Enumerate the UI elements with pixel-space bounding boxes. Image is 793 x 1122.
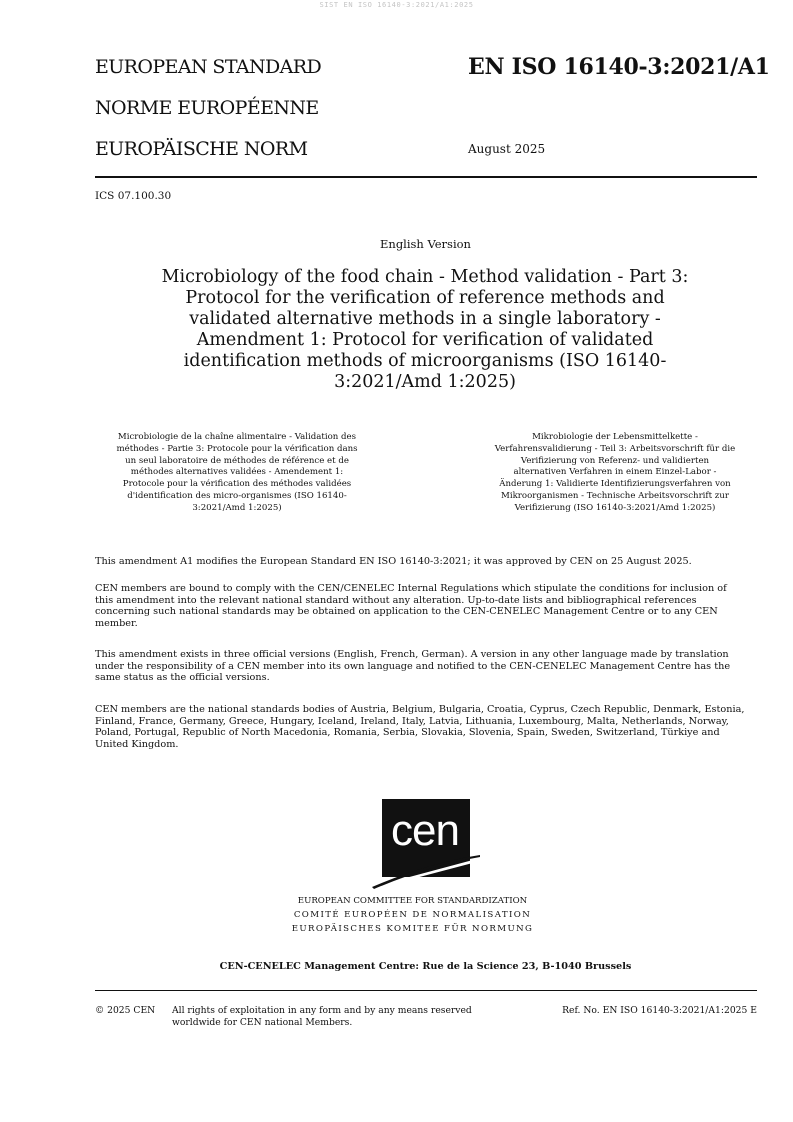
standard-type-de: EUROPÄISCHE NORM — [95, 138, 308, 160]
header-divider — [95, 176, 757, 178]
paragraph-line: under the responsibility of a CEN member into its own language and notified to the CEN-CENELEC Management Centre has the — [95, 660, 731, 672]
footer-divider — [95, 990, 757, 991]
subtitle-line: Verfahrensvalidierung - Teil 3: Arbeitsvorschrift für die — [494, 443, 736, 454]
title-line: Amendment 1: Protocol for verification of validated — [196, 330, 654, 350]
committee-name-en: EUROPEAN COMMITTEE FOR STANDARDIZATION — [297, 896, 528, 906]
standard-type-en: EUROPEAN STANDARD — [95, 56, 322, 78]
paragraph-line: CEN members are bound to comply with the CEN/CENELEC Internal Regulations which stipulate the conditions for inclusion of — [95, 583, 727, 594]
subtitle-line: Mikroorganismen - Technische Arbeitsvorschrift zur — [501, 490, 729, 501]
rights-line: All rights of exploitation in any form and by any means reserved — [172, 1005, 472, 1016]
reference-number: Ref. No. EN ISO 16140-3:2021/A1:2025 E — [562, 1005, 757, 1016]
subtitle-line: méthodes alternatives validées - Amendement 1: — [130, 467, 344, 478]
paragraph-line: This amendment A1 modifies the European Standard EN ISO 16140-3:2021; it was approved by CEN on 25 August 2025. — [95, 556, 692, 567]
subtitle-line: Verifizierung von Referenz- und validierten — [520, 455, 710, 466]
title-line: Protocol for the verification of reference methods and — [185, 288, 665, 308]
subtitle-line: d'identification des micro-organismes (ISO 16140- — [127, 490, 347, 501]
subtitle-line: méthodes - Partie 3: Protocole pour la vérification dans — [116, 443, 358, 454]
paragraph-line: Poland, Portugal, Republic of North Macedonia, Romania, Serbia, Slovakia, Slovenia, Spain, Sweden, Switzerland, Türkiye and — [95, 727, 720, 739]
subtitle-line: Mikrobiologie der Lebensmittelkette - — [532, 432, 698, 442]
standard-type-fr: NORME EUROPÉENNE — [95, 97, 319, 119]
cen-logo — [372, 799, 484, 889]
subtitle-line: un seul laboratoire de méthodes de référence et de — [125, 455, 349, 466]
title-line: 3:2021/Amd 1:2025) — [334, 372, 516, 392]
versions-paragraph — [95, 649, 760, 684]
paragraph-line: same status as the official versions. — [95, 672, 270, 684]
regulations-paragraph — [95, 583, 760, 629]
subtitle-line: Änderung 1: Validierte Identifizierungsverfahren von — [499, 479, 731, 490]
paragraph-line: United Kingdom. — [95, 738, 179, 750]
subtitle-line: 3:2021/Amd 1:2025) — [192, 502, 282, 513]
paragraph-line: this amendment into the relevant national standard without any alteration. Up-to-date lists and bibliographical references — [95, 594, 697, 606]
logo-text: cen — [391, 806, 459, 855]
watermark: SIST EN ISO 16140-3:2021/A1:2025 — [319, 1, 474, 9]
title-line: identification methods of microorganisms (ISO 16140- — [183, 351, 667, 371]
document-id: EN ISO 16140-3:2021/A1 — [468, 54, 770, 80]
paragraph-line: This amendment exists in three official versions (English, French, German). A version in any other language made by translation — [95, 649, 729, 660]
paragraph-line: concerning such national standards may be obtained on application to the CEN-CENELEC Management Centre or to any CEN — [95, 606, 718, 618]
publication-date: August 2025 — [468, 142, 546, 156]
version-label: English Version — [380, 237, 471, 251]
paragraph-line: member. — [95, 617, 138, 629]
rights-statement — [172, 1005, 502, 1029]
management-centre-address: CEN-CENELEC Management Centre: Rue de la Science 23, B-1040 Brussels — [219, 961, 632, 972]
paragraph-line: CEN members are the national standards bodies of Austria, Belgium, Bulgaria, Croatia, Cyprus, Czech Republic, Denmark, Estonia, — [95, 704, 745, 715]
approval-paragraph — [95, 556, 760, 568]
title-line: Microbiology of the food chain - Method validation - Part 3: — [161, 267, 689, 287]
subtitle-line: Verifizierung (ISO 16140-3:2021/Amd 1:2025) — [514, 502, 716, 513]
subtitle-line: Protocole pour la vérification des méthodes validées — [122, 479, 352, 490]
subtitle-line: Microbiologie de la chaîne alimentaire - Validation des — [117, 432, 357, 442]
ics-code: ICS 07.100.30 — [95, 190, 172, 202]
members-paragraph — [95, 704, 760, 750]
subtitle-german — [460, 432, 770, 515]
committee-name-de: EUROPÄISCHES KOMITEE FÜR NORMUNG — [291, 924, 534, 934]
subtitle-line: alternativen Verfahren in einem Einzel-Labor - — [513, 467, 717, 478]
rights-line: worldwide for CEN national Members. — [172, 1017, 353, 1028]
main-title — [145, 267, 705, 393]
committee-name-fr: COMITÉ EUROPÉEN DE NORMALISATION — [293, 910, 532, 920]
paragraph-line: Finland, France, Germany, Greece, Hungary, Iceland, Ireland, Italy, Latvia, Lithuania, Luxembourg, Malta, Netherlands, Norway, — [95, 715, 729, 727]
subtitle-french — [82, 432, 392, 515]
copyright: © 2025 CEN — [95, 1005, 156, 1016]
title-line: validated alternative methods in a single laboratory - — [189, 309, 661, 329]
